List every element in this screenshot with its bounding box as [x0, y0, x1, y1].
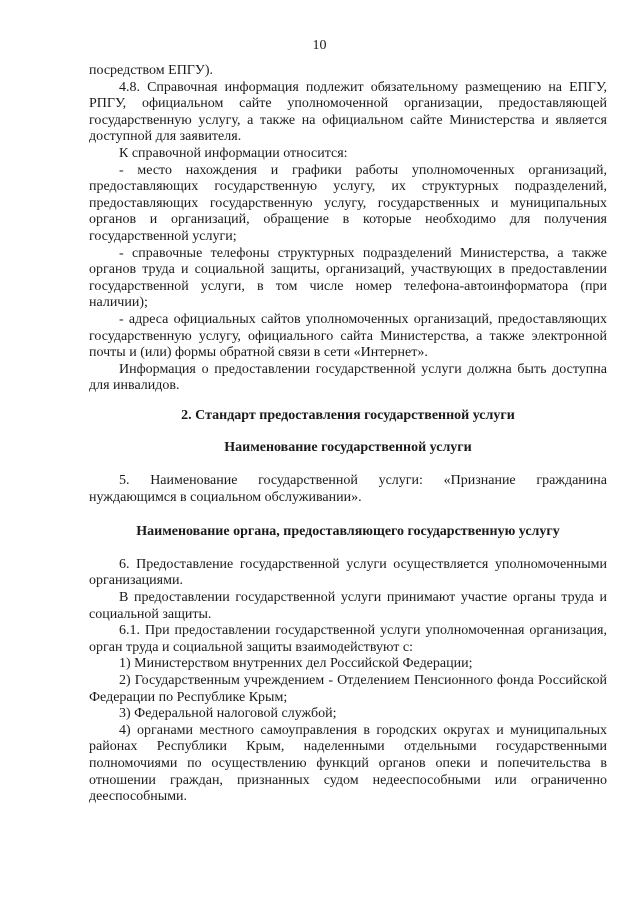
subheading-authority: Наименование органа, предоставляющего государственную услугу: [136, 524, 560, 540]
document-body: [89, 63, 607, 806]
subheading-service-name: Наименование государственной услуги: [224, 440, 472, 456]
list-item-1: 1) Министерством внутренних дел Российской Федерации;: [119, 656, 473, 672]
paragraph-5: 5. Наименование государственной услуги: «Признание гражданина нуждающимся в социальном обслуживании».: [89, 473, 607, 505]
paragraph-accessibility: Информация о предоставлении государственной услуги должна быть доступна для инвалидов.: [89, 361, 607, 394]
paragraph-phones: - справочные телефоны структурных подразделений Министерства, а также органов труда и социальной защиты, организаций, участвующих в предоставлении государственной услуги, в том числе номер телефона-автоинформатора (при наличии);: [89, 245, 607, 311]
paragraph-6-1: 6.1. При предоставлении государственной услуги уполномоченная организация, орган труда и социальной защиты взаимодействуют с:: [89, 623, 607, 655]
page-number: 10: [312, 38, 327, 53]
paragraph-continuation: посредством ЕПГУ).: [89, 63, 213, 78]
paragraph-websites: - адреса официальных сайтов уполномоченных организаций, предоставляющих государственную услугу, официального сайта Министерства, а также электронной почты и (или) формы обратной связи в сети «Интернет».: [89, 311, 607, 361]
list-item-3: 3) Федеральной налоговой службой;: [119, 706, 337, 722]
paragraph-6: 6. Предоставление государственной услуги осуществляется уполномоченными организациями.: [89, 556, 607, 589]
paragraph-reference-intro: К справочной информации относится:: [119, 145, 348, 161]
paragraph-participants: В предоставлении государственной услуги принимают участие органы труда и социальной защиты.: [89, 590, 607, 622]
paragraph-locations: - место нахождения и графики работы уполномоченных организаций, предоставляющих государственную услугу, их структурных подразделений, предоставляющих государственную услугу, государственных и муниципальных органов и организаций, обращение в которые необходимо для получения государственной услуги;: [89, 162, 607, 244]
paragraph-4-8: 4.8. Справочная информация подлежит обязательному размещению на ЕПГУ, РПГУ, официальном сайте уполномоченной организации, предоставляющей государственную услугу, а также на официальном сайте Министерства и является доступной для заявителя.: [89, 79, 607, 145]
list-item-4: 4) органами местного самоуправления в городских округах и муниципальных районах Республики Крым, наделенными отдельными государственными полномочиями по осуществлению функций органов опеки и попечительства в отношении граждан, признанных судом недееспособными или ограниченно дееспособными.: [89, 722, 607, 805]
list-item-2: 2) Государственным учреждением - Отделением Пенсионного фонда Российской Федерации по Республике Крым;: [89, 673, 607, 705]
section-heading-2: 2. Стандарт предоставления государственной услуги: [181, 407, 515, 423]
